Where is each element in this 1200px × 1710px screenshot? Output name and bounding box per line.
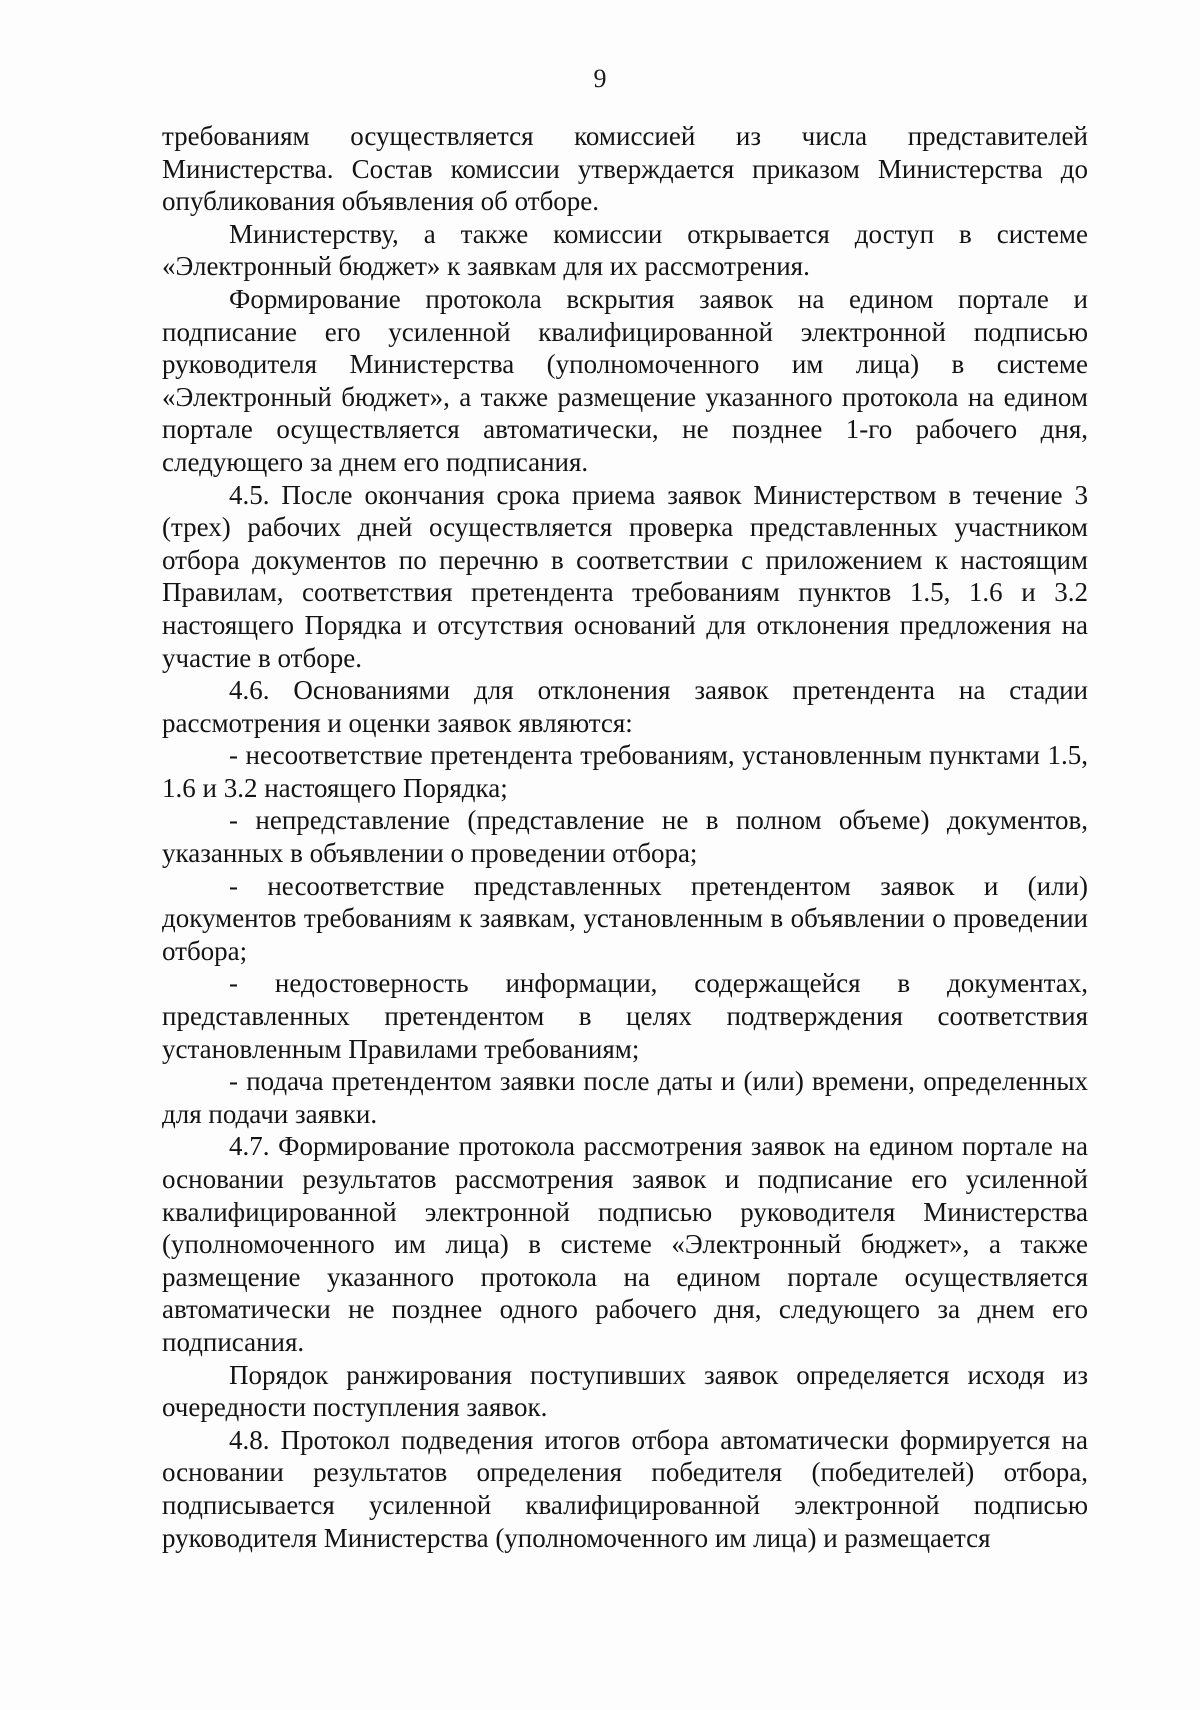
list-item-nonsubmission: - непредставление (представление не в полном объеме) документов, указанных в объявлении о проведении отбора; xyxy=(162,805,1088,869)
paragraph-access: Министерству, а также комиссии открывается доступ в системе «Электронный бюджет» к заявкам для их рассмотрения. xyxy=(162,218,1088,282)
page-number: 9 xyxy=(593,64,607,93)
list-item-late-submission: - подача претендентом заявки после даты и (или) времени, определенных для подачи заявки. xyxy=(162,1066,1088,1129)
list-item-document-mismatch: - несоответствие представленных претендентом заявок и (или) документов требованиям к заявкам, установленным в объявлении о проведении отбора; xyxy=(162,870,1088,966)
document-body xyxy=(162,120,1088,1554)
paragraph-4-8: 4.8. Протокол подведения итогов отбора автоматически формируется на основании результатов определения победителя (победителей) отбора, подписывается усиленной квалифицированной электронной подписью руководителя Министерства (уполномоченного им лица) и размещается xyxy=(162,1424,1088,1553)
paragraph-4-5: 4.5. После окончания срока приема заявок Министерством в течение 3 (трех) рабочих дней осуществляется проверка представленных участником отбора документов по перечню в соответствии с приложением к настоящим Правилам, соответствия претендента требованиям пунктов 1.5, 1.6 и 3.2 настоящего Порядка и отсутствия оснований для отклонения предложения на участие в отборе. xyxy=(162,479,1088,673)
paragraph-4-7: 4.7. Формирование протокола рассмотрения заявок на едином портале на основании результатов рассмотрения заявок и подписание его усиленной квалифицированной электронной подписью руководителя Министерства (уполномоченного им лица) в системе «Электронный бюджет», а также размещение указанного протокола на едином портале осуществляется автоматически не позднее одного рабочего дня, следующего за днем его подписания. xyxy=(162,1131,1088,1357)
list-item-unreliable-info: - недостоверность информации, содержащейся в документах, представленных претендентом в целях подтверждения соответствия установленным Правилами требованиям; xyxy=(162,968,1088,1064)
paragraph-opening-protocol: Формирование протокола вскрытия заявок на едином портале и подписание его усиленной квалифицированной электронной подписью руководителя Министерства (уполномоченного им лица) в системе «Электронный бюджет», а также размещение указанного протокола на едином портале осуществляется автоматически, не позднее 1-го рабочего дня, следующего за днем его подписания. xyxy=(162,283,1088,477)
paragraph-ranking: Порядок ранжирования поступивших заявок определяется исходя из очередности поступления заявок. xyxy=(162,1359,1088,1423)
paragraph-4-6: 4.6. Основаниями для отклонения заявок претендента на стадии рассмотрения и оценки заявок являются: xyxy=(162,675,1088,738)
list-item-noncompliance: - несоответствие претендента требованиям, установленным пунктами 1.5, 1.6 и 3.2 настоящего Порядка; xyxy=(162,740,1088,803)
paragraph-continuation: требованиям осуществляется комиссией из числа представителей Министерства. Состав комиссии утверждается приказом Министерства до опубликования объявления об отборе. xyxy=(162,121,1088,217)
